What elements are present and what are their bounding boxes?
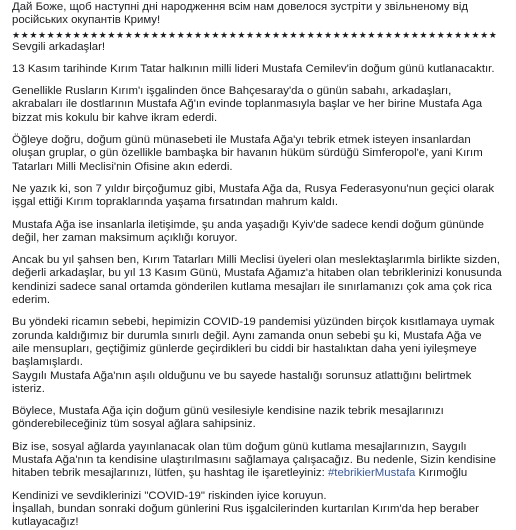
paragraph-hashtag-text: Biz ise, sosyal ağlarda yayınlanacak olan tüm doğum günü kutlama mesajlarınızın, Saygılı Mustafa Ağa'nın ta kendisine ulaştırılmasını sağlamaya çalışacağız. Bu nedenle, Sizin kendisine hitaben tebrik mesajlarınızı, lütfen, şu hashtag ile işaretleyiniz: <box>12 440 497 480</box>
closing-line-1: Kendinizi ve sevdiklerinizi "COVID-19" riskinden iyice koruyun. <box>12 489 327 502</box>
paragraph-4: Ne yazık ki, son 7 yıldır birçoğumuz gibi, Mustafa Ağa da, Rusya Federasyonu'nun geçici olarak işgal ettiği Kırım topraklarında yaşama fırsatından mahrum kaldı. <box>12 182 495 209</box>
paragraph-1: 13 Kasım tarihinde Kırım Tatar halkının milli lideri Mustafa Cemilev'in doğum günü kutlanacaktır. <box>12 62 495 75</box>
paragraph-boylece: Böylece, Mustafa Ağa için doğum günü vesilesiyle kendisine nazik tebrik mesajlarınızı gönderebileceğiniz tüm sosyal ağlara sahipsiniz. <box>12 405 444 431</box>
hashtag-link[interactable]: #tebrikierMustafa <box>327 467 416 480</box>
paragraph-6: Ancak bu yıl şahsen ben, Kırım Tatarları Milli Meclisi üyeleri olan meslektaşlarımla birlikte sizden, değerli arkadaşlar, bu yıl 13 Kasım Günü, Mustafa Ağamız'a hitaben olan tebriklerinizi konusunda kendinizi sadece sanal ortamda gönderilen kutlama mesajları ile sınırlamanızı çok ama çok rica ederim. <box>12 254 502 307</box>
paragraph-5: Mustafa Ağa ise insanlarla iletişimde, şu anda yaşadığı Kyiv'de sadece kendi doğum gününde değil, her zaman maksimum açıklığı koruyor. <box>12 218 485 244</box>
star-separator: ★★★★★★★★★★★★★★★★★★★★★★★★★★★★★★★★★★★★★★★★★★★★★★★★★★★★★★★★ <box>12 29 498 40</box>
post-intro-ukrainian: Дай Боже, щоб наступні дні народження всім нам довелося зустріти у звільненому від російських окупантів Криму! <box>12 1 469 27</box>
paragraph-hashtag-tail: Kırımoğlu <box>418 467 468 480</box>
paragraph-3: Öğleye doğru, doğum günü münasebeti ile Mustafa Ağa'yı tebrik etmek isteyen insanlardan oluşan gruplar, o gün özellikle bambaşka bir havanın hüküm sürdüğü Simferopol'e, yani Kırım Tatarları Milli Meclisi'nin Ofisine akın ederdi. <box>12 134 483 173</box>
greeting: Sevgili arkadaşlar! <box>12 40 106 53</box>
paragraph-2: Genellikle Rusların Kırım'ı işgalinden önce Bahçesaray'da o günün sabahı, arkadaşları, akrabaları ile dostlarının Mustafa Ağ'ın evinde toplanmasıyla başlar ve her birine Mustafa Aga bizzat mis kokulu bir kahve ikram ederdi. <box>12 85 483 124</box>
closing-line-2: İnşallah, bundan sonraki doğum günlerini Rus işgalcilerinden kurtarılan Kırım'da hep beraber kutlayacağız! <box>12 502 479 529</box>
paragraph-7: Bu yöndeki ricamın sebebi, hepimizin COVID-19 pandemisi yüzünden birçok kısıtlamaya uymak zorunda kaldığımız bir durumla sınırlı değil. Aynı zamanda onun sebebi şu ki, Mustafa Ağa ve aile mensupları, geçtiğimiz günlerde geçirdikleri bu ciddi bir hastalıktan daha yeni iyileşmeye başlamışlardı. <box>12 316 495 369</box>
paragraph-hashtag <box>12 441 502 481</box>
paragraph-saygili: Saygılı Mustafa Ağa'nın aşılı olduğunu ve bu sayede hastalığı sorunsuz atlattığını belirtmek isteriz. <box>12 369 472 395</box>
